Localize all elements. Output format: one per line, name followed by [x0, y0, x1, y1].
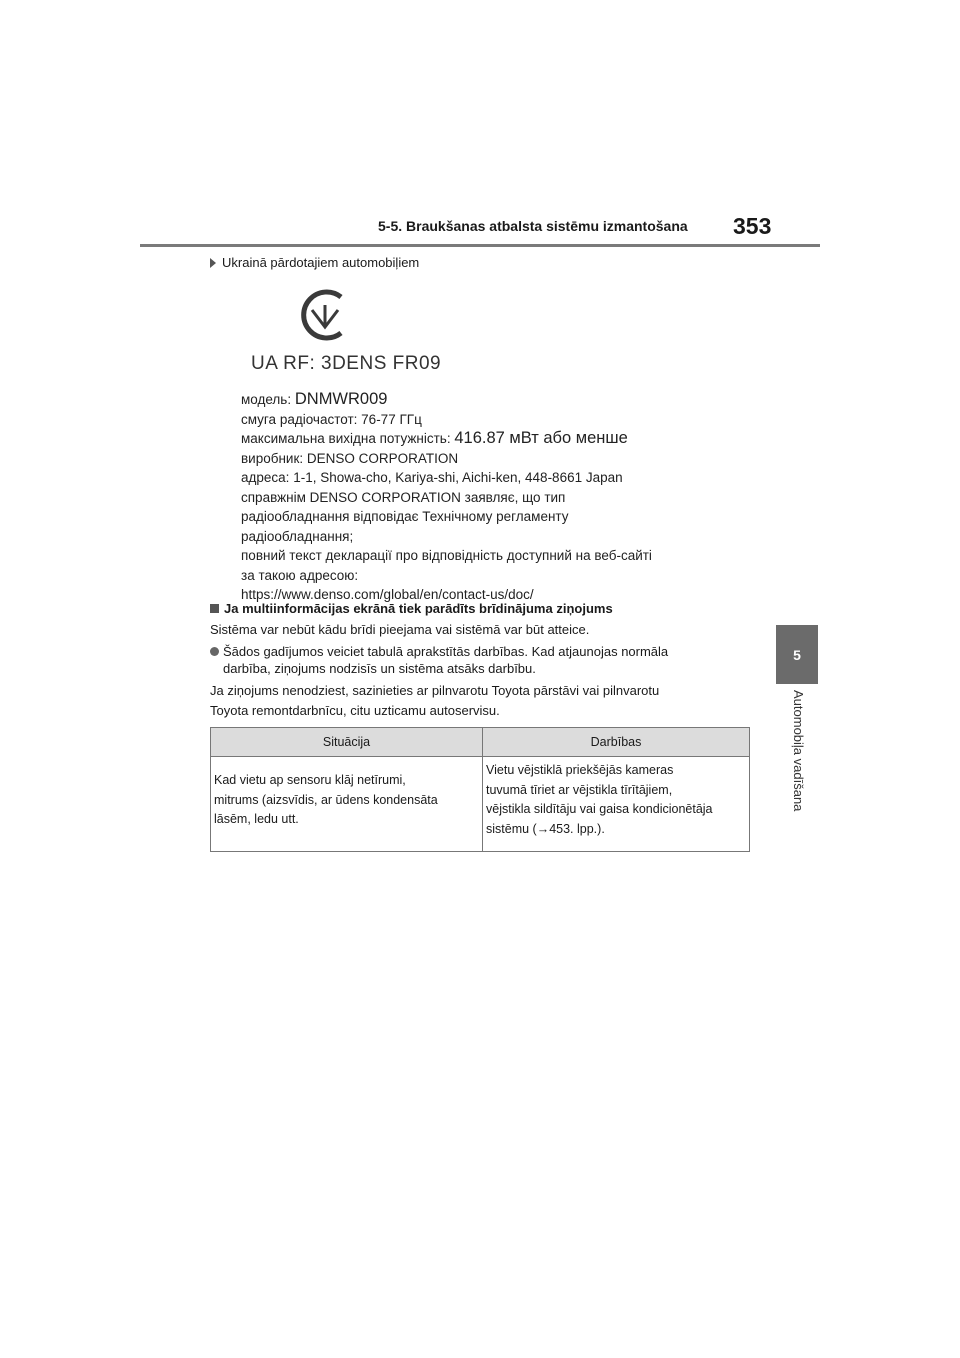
triangle-bullet-icon [210, 258, 216, 268]
table-header-row [211, 728, 750, 757]
page-reference-link[interactable]: sistēmu (→453. lpp.). [486, 821, 605, 836]
table-header-situation: Situācija [211, 728, 483, 757]
declaration-url[interactable]: https://www.denso.com/global/en/contact-us/doc/ [241, 587, 534, 602]
situation-cell: Kad vietu ap sensoru klāj netīrumi, mitrums (aizsvīdis, ar ūdens kondensāta lāsēm, ledu utt. [211, 757, 483, 852]
declaration-line: модель: DNMWR009 [241, 390, 388, 408]
declaration-line: адреса: 1-1, Showa-cho, Kariya-shi, Aichi-ken, 448-8661 Japan [241, 470, 623, 485]
ukraine-heading [210, 255, 419, 270]
situation-action-table [210, 727, 750, 852]
bullet-line: darbība, ziņojums nodzisīs un sistēma atsāks darbību. [223, 661, 536, 676]
warning-bullet [210, 643, 668, 677]
ukraine-heading-text: Ukrainā pārdotajiem automobiļiem [222, 255, 420, 270]
warning-intro: Sistēma var nebūt kādu brīdi pieejama vai sistēmā var būt atteice. [210, 622, 590, 637]
header-rule [140, 244, 820, 247]
declaration-line: радіообладнання відповідає Технічному регламенту [241, 509, 569, 524]
contact-text [210, 682, 659, 719]
rf-code: UA RF: 3DENS FR09 [251, 353, 442, 374]
declaration-line: виробник: DENSO CORPORATION [241, 450, 459, 466]
bullet-line: Šādos gadījumos veiciet tabulā aprakstītās darbības. Kad atjaunojas normāla [223, 644, 669, 659]
declaration-line: справжнім DENSO CORPORATION заявляє, що тип [241, 489, 566, 505]
declaration-line: смуга радіочастот: 76-77 ГГц [241, 411, 422, 427]
warning-heading-text: Ja multiinformācijas ekrānā tiek parādīts brīdinājuma ziņojums [224, 601, 613, 616]
declaration-line: максимальна вихідна потужність: 416.87 мВт або менше [241, 429, 628, 447]
square-bullet-icon [210, 604, 219, 613]
chapter-number: 5 [793, 646, 801, 663]
declaration-line: повний текст декларації про відповідність доступний на веб-сайті [241, 548, 652, 563]
section-title: 5-5. Braukšanas atbalsta sistēmu izmantošana [378, 218, 688, 234]
table-header-action: Darbības [483, 728, 750, 757]
chapter-tab[interactable] [776, 625, 818, 684]
ukraine-conformity-mark-icon [296, 286, 354, 349]
contact-line: Ja ziņojums nenodziest, sazinieties ar pilnvarotu Toyota pārstāvi vai pilnvarotu [210, 683, 660, 698]
declaration-line: радіообладнання; [241, 528, 354, 544]
chapter-label: Automobiļa vadīšana [791, 690, 806, 812]
action-cell: Vietu vējstiklā priekšējās kameras tuvumā tīriet ar vējstikla tīrītājiem, vējstikla sildītāju vai gaisa kondicionētāja sistēmu (→453. lpp.). [483, 757, 750, 852]
table-row [211, 757, 750, 852]
circle-bullet-icon [210, 647, 219, 656]
page-number: 353 [733, 213, 772, 239]
contact-line: Toyota remontdarbnīcu, citu uzticamu autoservisu. [210, 703, 500, 718]
warning-heading [210, 601, 613, 616]
declaration-line: за такою адресою: [241, 567, 359, 583]
declaration-block [241, 390, 652, 605]
